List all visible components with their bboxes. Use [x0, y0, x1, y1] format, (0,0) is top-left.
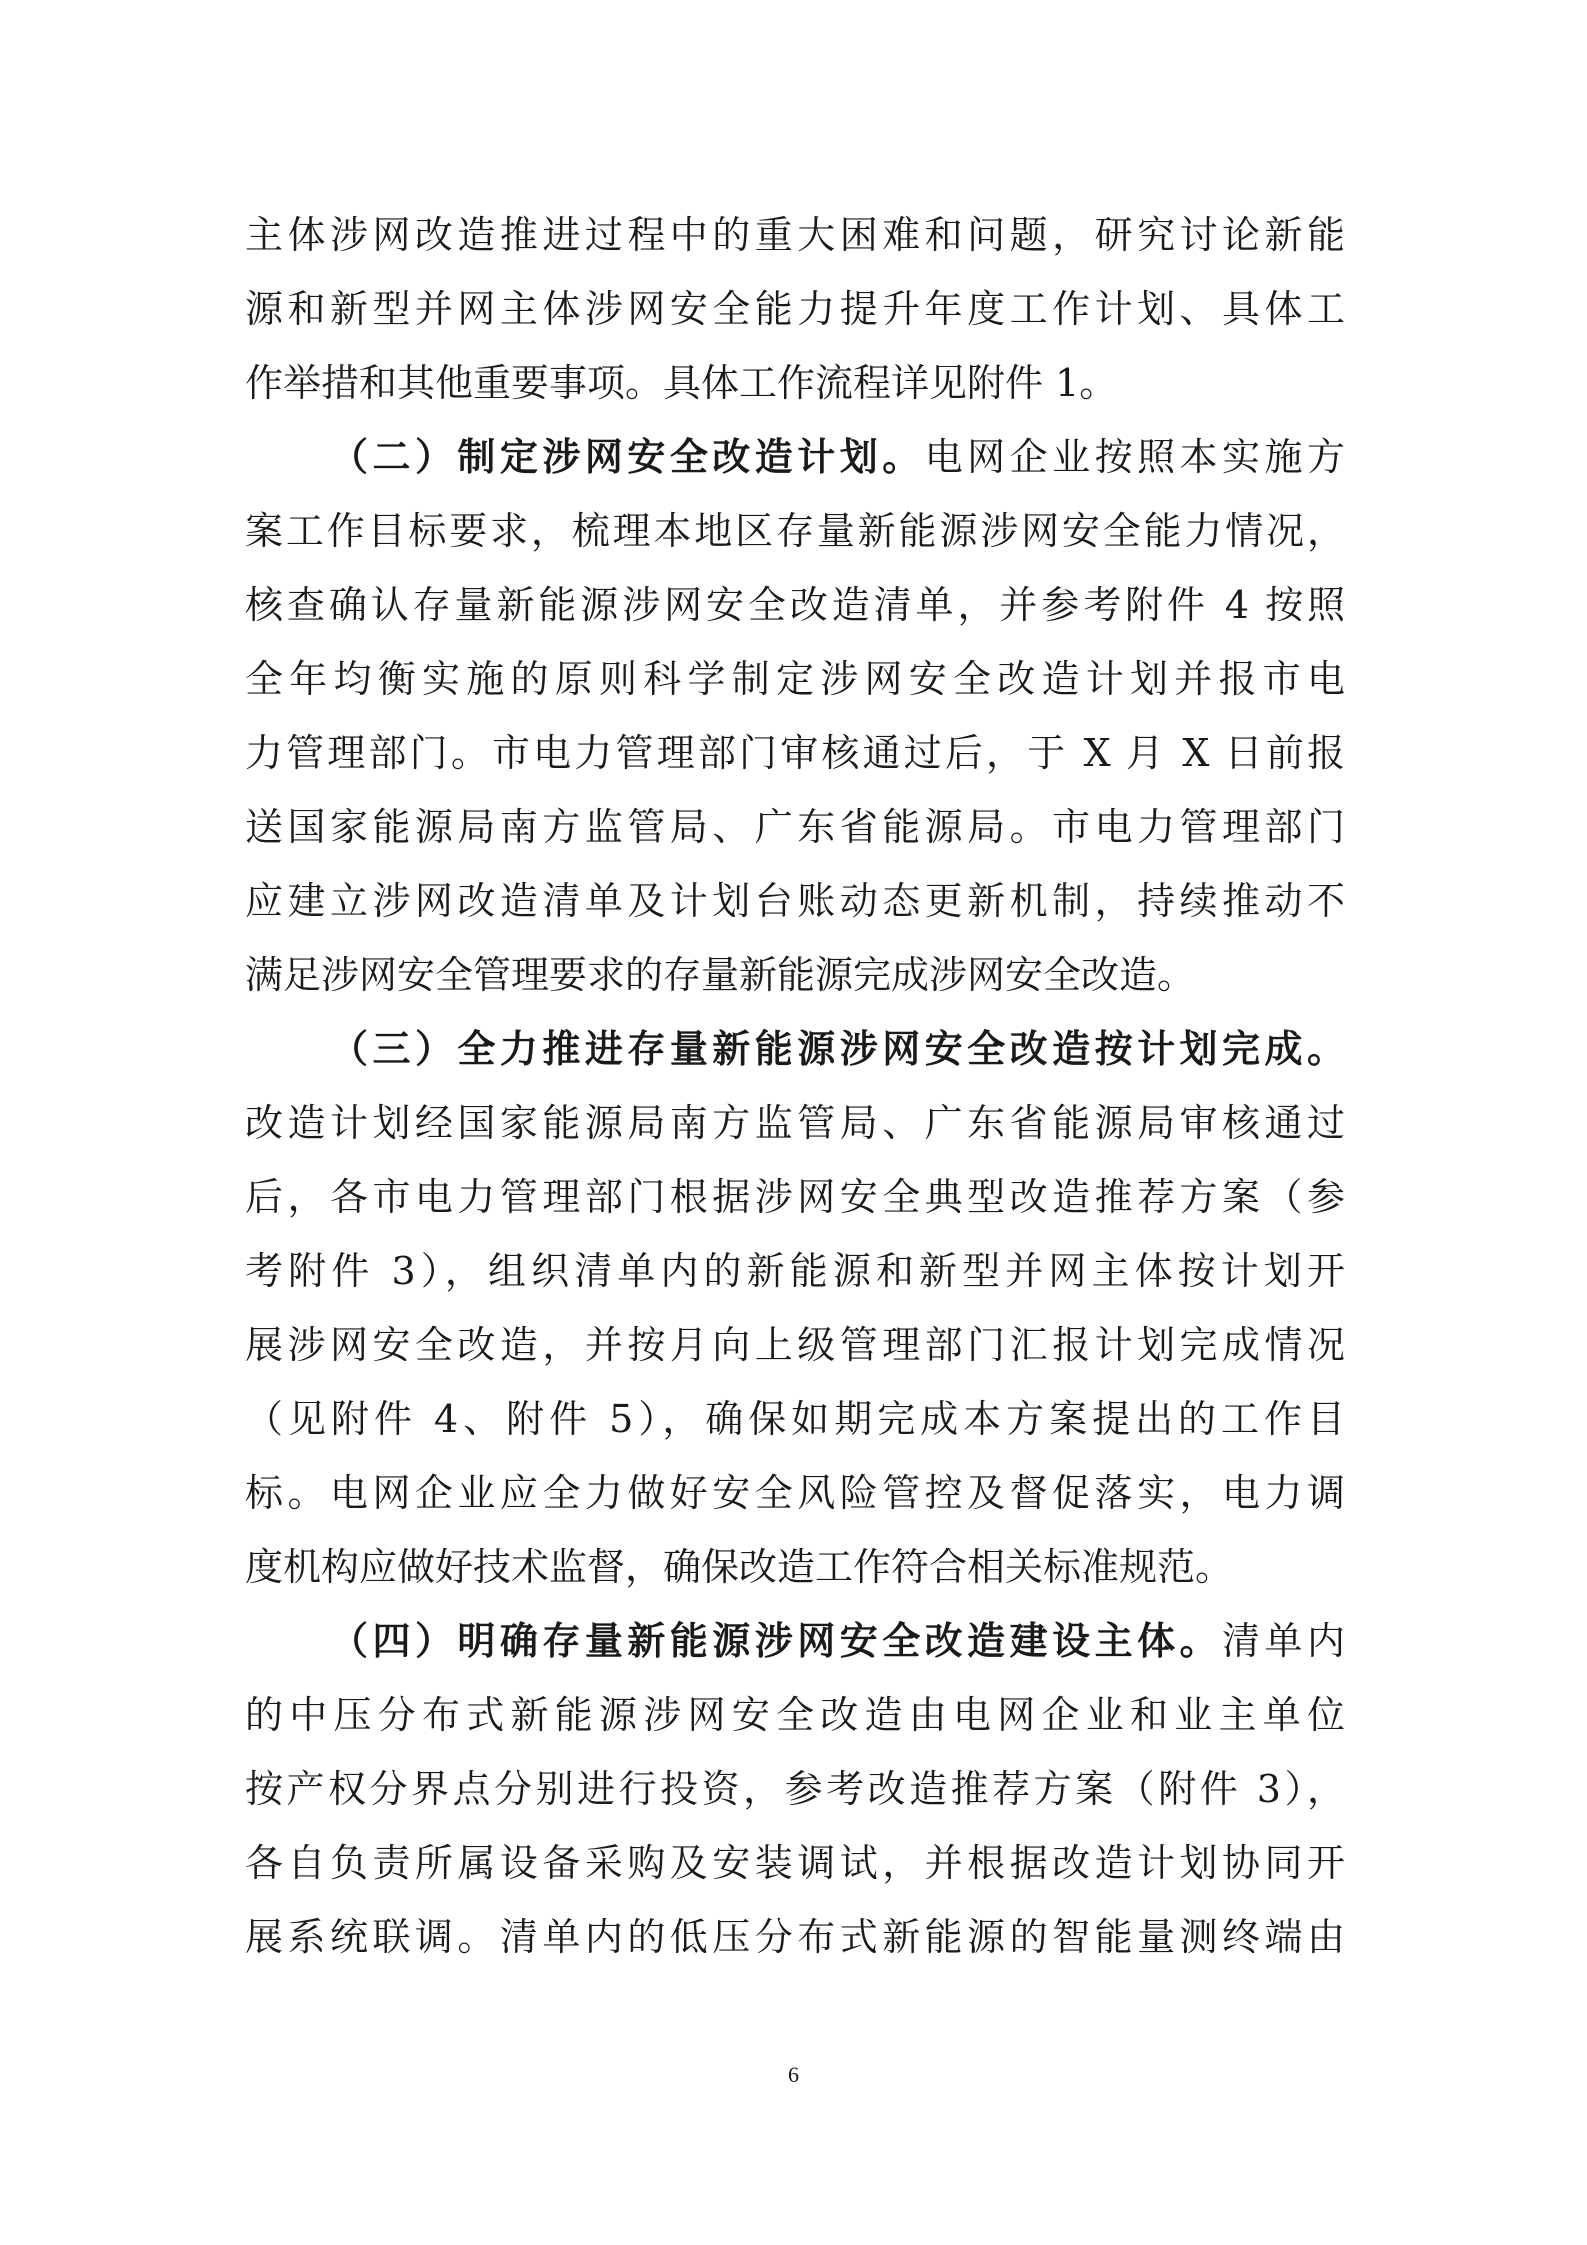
- body-text-line: 的中压分布式新能源涉网安全改造由电网企业和业主单位: [245, 1693, 1345, 1737]
- body-text-line: 案工作目标要求，梳理本地区存量新能源涉网安全能力情况，: [245, 509, 1345, 553]
- body-text-line: 按产权分界点分别进行投资，参考改造推荐方案（附件 3），: [245, 1767, 1345, 1811]
- body-text-line: 源和新型并网主体涉网安全能力提升年度工作计划、具体工: [245, 287, 1345, 331]
- body-text-line: 展涉网安全改造，并按月向上级管理部门汇报计划完成情况: [245, 1323, 1345, 1367]
- paragraph-first-line: [330, 1019, 1345, 1079]
- section-heading: （二）制定涉网安全改造计划。: [330, 434, 925, 479]
- body-text-line: 应建立涉网改造清单及计划台账动态更新机制，持续推动不: [245, 879, 1345, 923]
- section-heading: （三）全力推进存量新能源涉网安全改造按计划完成。: [330, 1026, 1345, 1071]
- body-text-line: 全年均衡实施的原则科学制定涉网安全改造计划并报市电: [245, 657, 1345, 701]
- page-number: 6: [788, 2062, 799, 2087]
- body-text-line: 核查确认存量新能源涉网安全改造清单，并参考附件 4 按照: [245, 583, 1345, 627]
- body-text-line: 标。电网企业应全力做好安全风险管控及督促落实，电力调: [245, 1471, 1345, 1515]
- body-text-line: 满足涉网安全管理要求的存量新能源完成涉网安全改造。: [245, 953, 1196, 997]
- body-text-line: 作举措和其他重要事项。具体工作流程详见附件 1。: [245, 361, 1118, 405]
- body-text-line: 力管理部门。市电力管理部门审核通过后，于 X 月 X 日前报: [245, 731, 1345, 775]
- body-text-line: 送国家能源局南方监管局、广东省能源局。市电力管理部门: [245, 805, 1345, 849]
- section-heading: （四）明确存量新能源涉网安全改造建设主体。: [330, 1618, 1223, 1663]
- body-text-line: 展系统联调。清单内的低压分布式新能源的智能量测终端由: [245, 1915, 1345, 1959]
- body-text-fragment: 电网企业按照本实施方: [924, 435, 1345, 479]
- body-text-line: 考附件 3），组织清单内的新能源和新型并网主体按计划开: [245, 1249, 1345, 1293]
- paragraph-first-line: [330, 427, 1345, 487]
- body-text-line: 主体涉网改造推进过程中的重大困难和问题，研究讨论新能: [245, 213, 1345, 257]
- body-text-line: 度机构应做好技术监督，确保改造工作符合相关标准规范。: [245, 1545, 1234, 1589]
- paragraph-first-line: [330, 1611, 1345, 1671]
- body-text-line: （见附件 4、附件 5），确保如期完成本方案提出的工作目: [245, 1397, 1345, 1441]
- body-text-fragment: 清单内: [1222, 1619, 1345, 1663]
- body-text-line: 各自负责所属设备采购及安装调试，并根据改造计划协同开: [245, 1841, 1345, 1885]
- body-text-line: 改造计划经国家能源局南方监管局、广东省能源局审核通过: [245, 1101, 1345, 1145]
- body-text-line: 后，各市电力管理部门根据涉网安全典型改造推荐方案（参: [245, 1175, 1345, 1219]
